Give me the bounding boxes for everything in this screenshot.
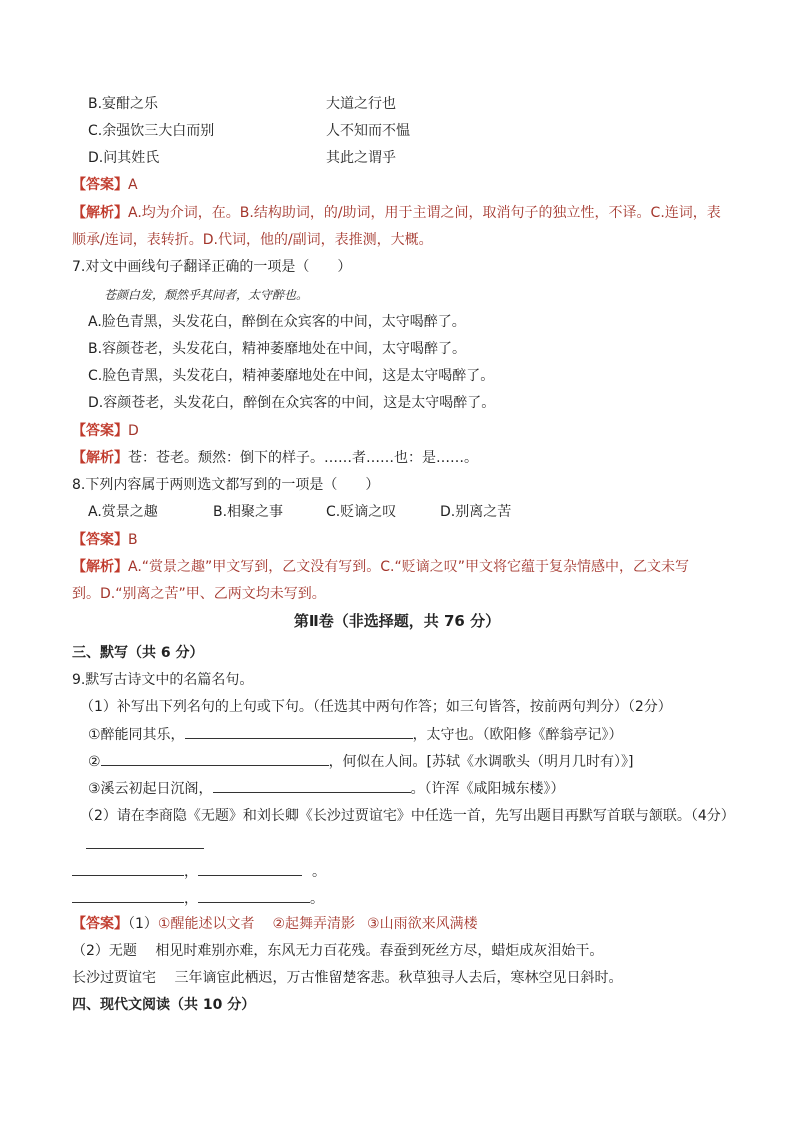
q7-option-a: A.脸色青黑，头发花白，醉倒在众宾客的中间，太守喝醉了。 — [88, 314, 466, 330]
q6-option-c-left: C.余强饮三大白而别 — [88, 123, 215, 139]
comma: ， — [184, 891, 198, 907]
q9-item1-blank[interactable] — [185, 724, 413, 739]
q7-answer — [72, 421, 139, 441]
q7-quote: 苍颜白发，颓然乎其间者，太守醉也。 — [104, 288, 309, 302]
period: 。 — [312, 864, 326, 880]
q9-blank-1[interactable] — [72, 861, 184, 876]
q8-option-c: C.贬谪之叹 — [326, 504, 397, 520]
q9-item2-post: ，何似在人间。[苏轼《水调歌头（明月几时有）》] — [328, 754, 634, 770]
q9-item3 — [88, 778, 565, 799]
answer-label: 【答案】 — [72, 916, 128, 932]
q6-option-b-left: B.宴酣之乐 — [88, 96, 159, 112]
q8-answer — [72, 530, 138, 550]
q6-option-b-right: 大道之行也 — [326, 96, 396, 112]
q8-question: 8.下列内容属于两则选文都写到的一项是（ ） — [72, 477, 380, 493]
answer-a3: ③山雨欲来风满楼 — [367, 916, 478, 932]
q9-item1 — [88, 724, 623, 745]
q7-option-d: D.容颜苍老，头发花白，醉倒在众宾客的中间，这是太守喝醉了。 — [88, 395, 496, 411]
analysis-label: 【解析】 — [72, 205, 128, 221]
q9-part2: （2）请在李商隐《无题》和刘长卿《长沙过贾谊宅》中任选一首，先写出题目再默写首联与颔联。（4分） — [80, 808, 735, 824]
q6-option-c-right: 人不知而不愠 — [326, 123, 410, 139]
q9-item3-blank[interactable] — [213, 778, 411, 793]
q6-option-b — [88, 94, 158, 114]
q8-option-a: A.赏景之趣 — [88, 504, 158, 520]
q9-item3-post: 。（许浑《咸阳城东楼》） — [410, 781, 565, 797]
answer-a1: ①醒能述以文者 — [157, 916, 255, 932]
q9-title-blank-row — [86, 834, 204, 855]
q9-answer-line1 — [72, 914, 478, 934]
section4-title: 四、现代文阅读（共 10 分） — [72, 997, 256, 1013]
volume2-title: 第Ⅱ卷（非选择题，共 76 分） — [293, 612, 501, 630]
q9-item1-post: ，太守也。（欧阳修《醉翁亭记》） — [412, 727, 623, 743]
q6-option-d-right: 其此之谓乎 — [326, 150, 396, 166]
q7-analysis — [72, 448, 478, 468]
answer-a2: ②起舞弄清影 — [272, 916, 356, 932]
q9-item2-pre: ② — [88, 754, 101, 770]
q7-question: 7.对文中画线句子翻译正确的一项是（ ） — [72, 259, 352, 275]
answer-part1-prefix: （1） — [128, 916, 158, 932]
q9-item1-pre: ①醉能同其乐， — [88, 727, 185, 743]
q8-analysis-line2: 到。D.“别离之苦”甲、乙两文均未写到。 — [72, 586, 326, 602]
q6-analysis-line1 — [72, 203, 721, 223]
q9-blank-3[interactable] — [72, 888, 184, 903]
answer-value: B — [128, 532, 138, 548]
analysis-text: A.“赏景之趣”甲文写到，乙文没有写到。C.“贬谪之叹”甲文将它蕴于复杂情感中，乙文未写 — [128, 559, 690, 575]
answer-value: A — [128, 177, 138, 193]
q9-item2 — [88, 751, 634, 772]
q9-title: 9.默写古诗文中的名篇名句。 — [72, 672, 254, 688]
section3-title: 三、默写（共 6 分） — [72, 645, 204, 661]
answer-value: D — [128, 423, 139, 439]
q6-option-d-left: D.问其姓氏 — [88, 150, 160, 166]
answer-label: 【答案】 — [72, 177, 128, 193]
comma: ， — [184, 864, 198, 880]
analysis-text: 苍：苍老。颓然：倒下的样子。……者……也：是……。 — [128, 450, 478, 466]
q7-option-b: B.容颜苍老，头发花白，精神萎靡地处在中间，太守喝醉了。 — [88, 341, 467, 357]
analysis-text: A.均为介词，在。B.结构助词，的/助词，用于主谓之间，取消句子的独立性，不译。C.连词，表 — [128, 205, 721, 221]
q9-answer-line3: 长沙过贾谊宅 三年谪宦此栖迟，万古惟留楚客悲。秋草独寻人去后，寒林空见日斜时。 — [72, 970, 623, 986]
q9-blank-2[interactable] — [198, 861, 302, 876]
q6-option-d — [88, 148, 159, 168]
q6-option-c — [88, 121, 214, 141]
q9-answer-line2: （2）无题 相见时难别亦难，东风无力百花残。春蚕到死丝方尽，蜡炬成灰泪始干。 — [72, 943, 604, 959]
q9-part1: （1）补写出下列名句的上句或下句。（任选其中两句作答；如三句皆答，按前两句判分）（2分） — [80, 699, 672, 715]
analysis-label: 【解析】 — [72, 559, 128, 575]
q9-line-blank-row1 — [72, 861, 326, 882]
q7-option-c: C.脸色青黑，头发花白，精神萎靡地处在中间，这是太守喝醉了。 — [88, 368, 495, 384]
period: 。 — [310, 891, 324, 907]
q8-option-b: B.相聚之事 — [213, 504, 284, 520]
q8-analysis-line1 — [72, 557, 689, 577]
q9-title-blank[interactable] — [86, 834, 204, 849]
q9-blank-4[interactable] — [198, 888, 310, 903]
q9-item3-pre: ③溪云初起日沉阁， — [88, 781, 213, 797]
answer-label: 【答案】 — [72, 423, 128, 439]
q6-analysis-line2: 顺承/连词，表转折。D.代词，他的/副词，表推测，大概。 — [72, 232, 433, 248]
q8-option-d: D.别离之苦 — [440, 504, 512, 520]
q9-item2-blank[interactable] — [101, 751, 329, 766]
answer-label: 【答案】 — [72, 532, 128, 548]
analysis-label: 【解析】 — [72, 450, 128, 466]
q9-line-blank-row2 — [72, 888, 324, 909]
q6-answer — [72, 175, 138, 195]
